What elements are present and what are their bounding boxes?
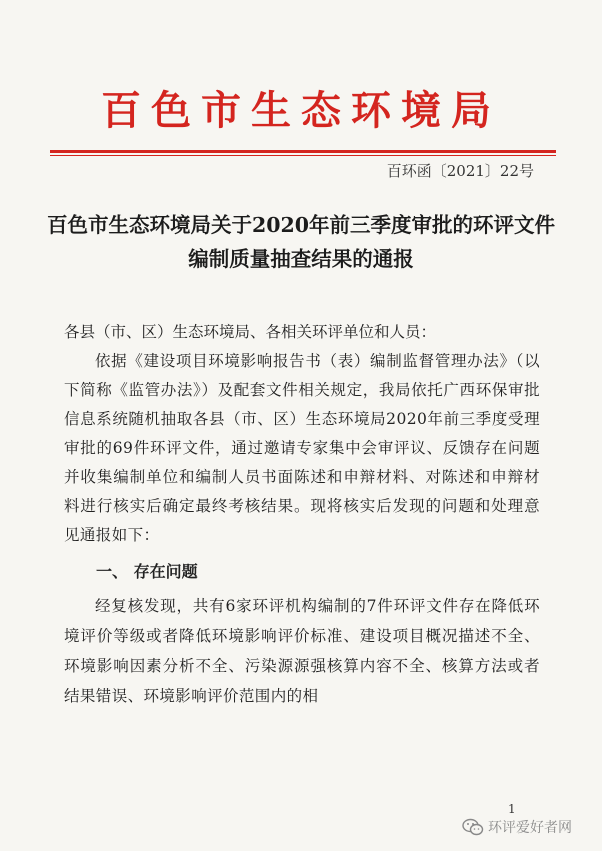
paragraph-1: 依据《建设项目环境影响报告书（表）编制监督管理办法》（以下简称《监管办法》）及配套文件相关规定，我局依托广西环保审批信息系统随机抽取各县（市、区）生态环境局2020年前三季度受理审批的69件环评文件，通过邀请专家集中会审评议、反馈存在问题并收集编制单位和编制人员书面陈述和申辩材料、对陈述和申辩材料进行核实后确定最终考核结果。现将核实后发现的问题和处理意见通报如下： [64,352,540,544]
document-body [64,318,540,711]
paragraph-2: 经复核发现，共有6家环评机构编制的7件环评文件存在降低环境评价等级或者降低环境影响评价标准、建设项目概况描述不全、环境影响因素分析不全、污染源源强核算内容不全、核算方法或者结果错误、环境影响评价范围内的相 [64,597,540,705]
source-watermark [462,816,572,838]
document-number: 百环函〔2021〕22号 [386,162,534,180]
document-title: 百色市生态环境局关于2020年前三季度审批的环评文件编制质量抽查结果的通报 [46,213,556,271]
wechat-icon [462,818,484,836]
salutation: 各县（市、区）生态环境局、各相关环评单位和人员： [64,323,437,341]
letterhead-org-name: 百色市生态环境局 [101,88,501,134]
watermark-text: 环评爱好者网 [488,820,572,836]
letterhead-rule-thin [50,155,556,156]
section-heading-problems: 一、 存在问题 [96,562,198,581]
letterhead-rule-thick [50,150,556,153]
page-number: 1 [508,802,516,816]
